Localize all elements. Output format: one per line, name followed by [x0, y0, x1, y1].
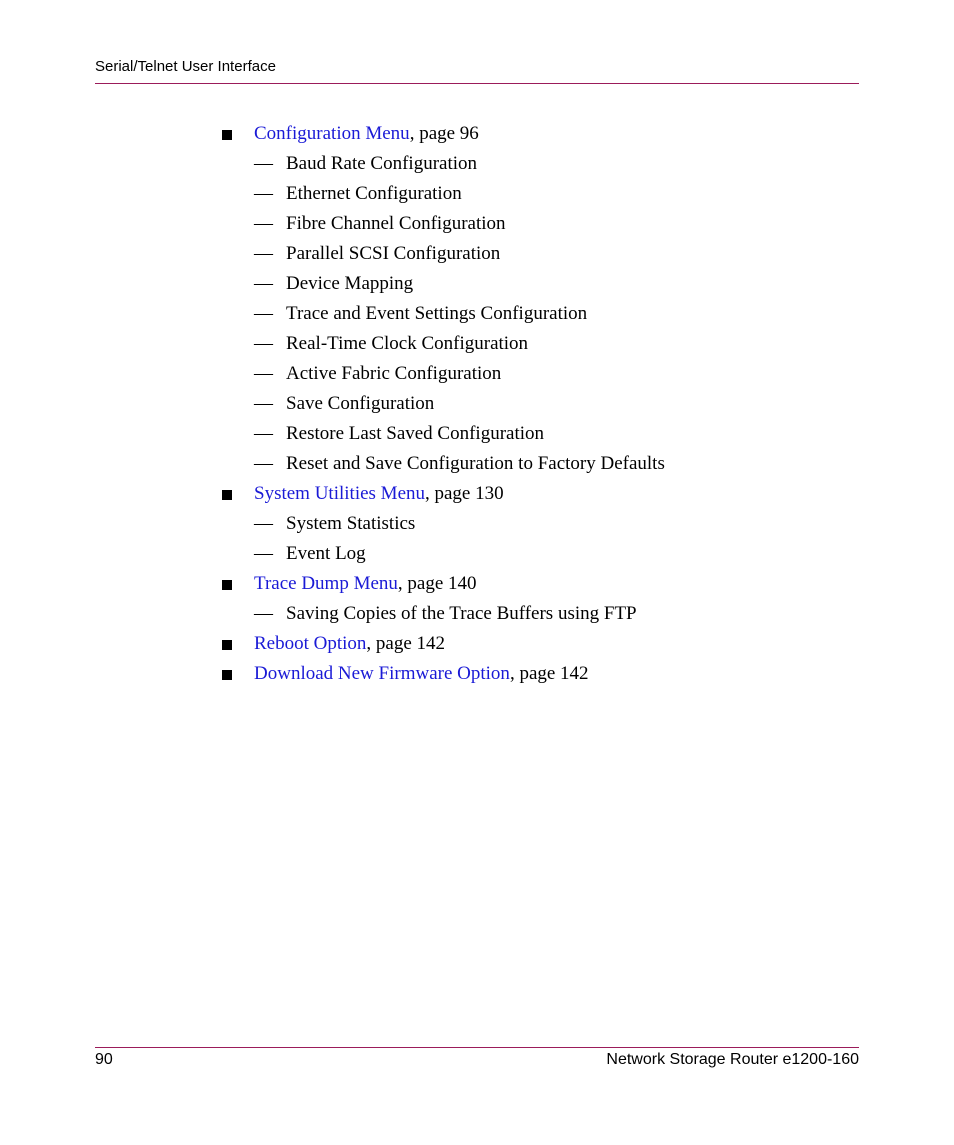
- toc-page-ref: , page 142: [366, 633, 446, 654]
- dash-bullet: —: [254, 273, 273, 294]
- toc-subitem: [222, 151, 862, 181]
- toc-subitem: [222, 361, 862, 391]
- toc-page-ref: , page 96: [409, 123, 479, 144]
- dash-bullet: —: [254, 423, 273, 444]
- dash-bullet: —: [254, 453, 273, 474]
- toc-link-configuration-menu[interactable]: Configuration Menu: [254, 123, 410, 144]
- footer-rule: [95, 1047, 859, 1048]
- toc-link-reboot-option[interactable]: Reboot Option: [254, 633, 367, 654]
- dash-bullet: —: [254, 183, 273, 204]
- toc-subitem: [222, 451, 862, 481]
- toc-subitem-text: Device Mapping: [286, 273, 414, 294]
- dash-bullet: —: [254, 393, 273, 414]
- dash-bullet: —: [254, 603, 273, 624]
- square-bullet-icon: [222, 580, 232, 590]
- toc-subitem: [222, 541, 862, 571]
- dash-bullet: —: [254, 243, 273, 264]
- toc-subitem: [222, 391, 862, 421]
- toc-subitem: [222, 421, 862, 451]
- toc-item-text: [254, 481, 504, 507]
- toc-item-text: [254, 631, 445, 657]
- toc-item: [222, 661, 862, 691]
- dash-bullet: —: [254, 333, 273, 354]
- toc-subitem-text: Active Fabric Configuration: [286, 363, 502, 384]
- toc-list: [222, 121, 862, 691]
- footer-doc-title: Network Storage Router e1200-160: [606, 1051, 859, 1068]
- toc-item-text: [254, 661, 589, 687]
- toc-subitem-text: Reset and Save Configuration to Factory Defaults: [286, 453, 665, 474]
- toc-page-ref: , page 142: [509, 663, 589, 684]
- toc-link-system-utilities-menu[interactable]: System Utilities Menu: [254, 483, 425, 504]
- toc-subitem-text: Saving Copies of the Trace Buffers using FTP: [286, 603, 637, 624]
- footer-page-number: 90: [95, 1051, 113, 1068]
- toc-subitem: [222, 271, 862, 301]
- toc-subitem-text: Trace and Event Settings Configuration: [286, 303, 588, 324]
- square-bullet-icon: [222, 640, 232, 650]
- toc-subitem: [222, 301, 862, 331]
- toc-subitem: [222, 511, 862, 541]
- toc-subitem-text: Restore Last Saved Configuration: [286, 423, 545, 444]
- dash-bullet: —: [254, 363, 273, 384]
- running-header: Serial/Telnet User Interface: [95, 58, 276, 75]
- toc-subitem: [222, 211, 862, 241]
- toc-item-text: [254, 571, 477, 597]
- toc-subitem-text: Baud Rate Configuration: [286, 153, 478, 174]
- toc-subitem-text: Event Log: [286, 543, 366, 564]
- toc-item-text: [254, 121, 479, 147]
- dash-bullet: —: [254, 213, 273, 234]
- toc-subitem-text: Ethernet Configuration: [286, 183, 462, 204]
- toc-subitem-text: System Statistics: [286, 513, 416, 534]
- toc-page-ref: , page 140: [397, 573, 477, 594]
- header-rule: [95, 83, 859, 84]
- toc-item: [222, 631, 862, 661]
- dash-bullet: —: [254, 513, 273, 534]
- toc-subitem: [222, 181, 862, 211]
- toc-item: [222, 571, 862, 601]
- toc-page-ref: , page 130: [425, 483, 504, 504]
- toc-item: [222, 481, 862, 511]
- toc-subitem-text: Real-Time Clock Configuration: [286, 333, 529, 354]
- toc-subitem-text: Save Configuration: [286, 393, 435, 414]
- toc-link-download-new-firmware-option[interactable]: Download New Firmware Option: [254, 663, 510, 684]
- toc-subitem: [222, 241, 862, 271]
- dash-bullet: —: [254, 543, 273, 564]
- toc-subitem: [222, 331, 862, 361]
- square-bullet-icon: [222, 490, 232, 500]
- toc-subitem-text: Parallel SCSI Configuration: [286, 243, 501, 264]
- toc-subitem-text: Fibre Channel Configuration: [286, 213, 506, 234]
- toc-subitem: [222, 601, 862, 631]
- square-bullet-icon: [222, 130, 232, 140]
- toc-item: [222, 121, 862, 151]
- dash-bullet: —: [254, 303, 273, 324]
- dash-bullet: —: [254, 153, 273, 174]
- toc-link-trace-dump-menu[interactable]: Trace Dump Menu: [254, 573, 398, 594]
- square-bullet-icon: [222, 670, 232, 680]
